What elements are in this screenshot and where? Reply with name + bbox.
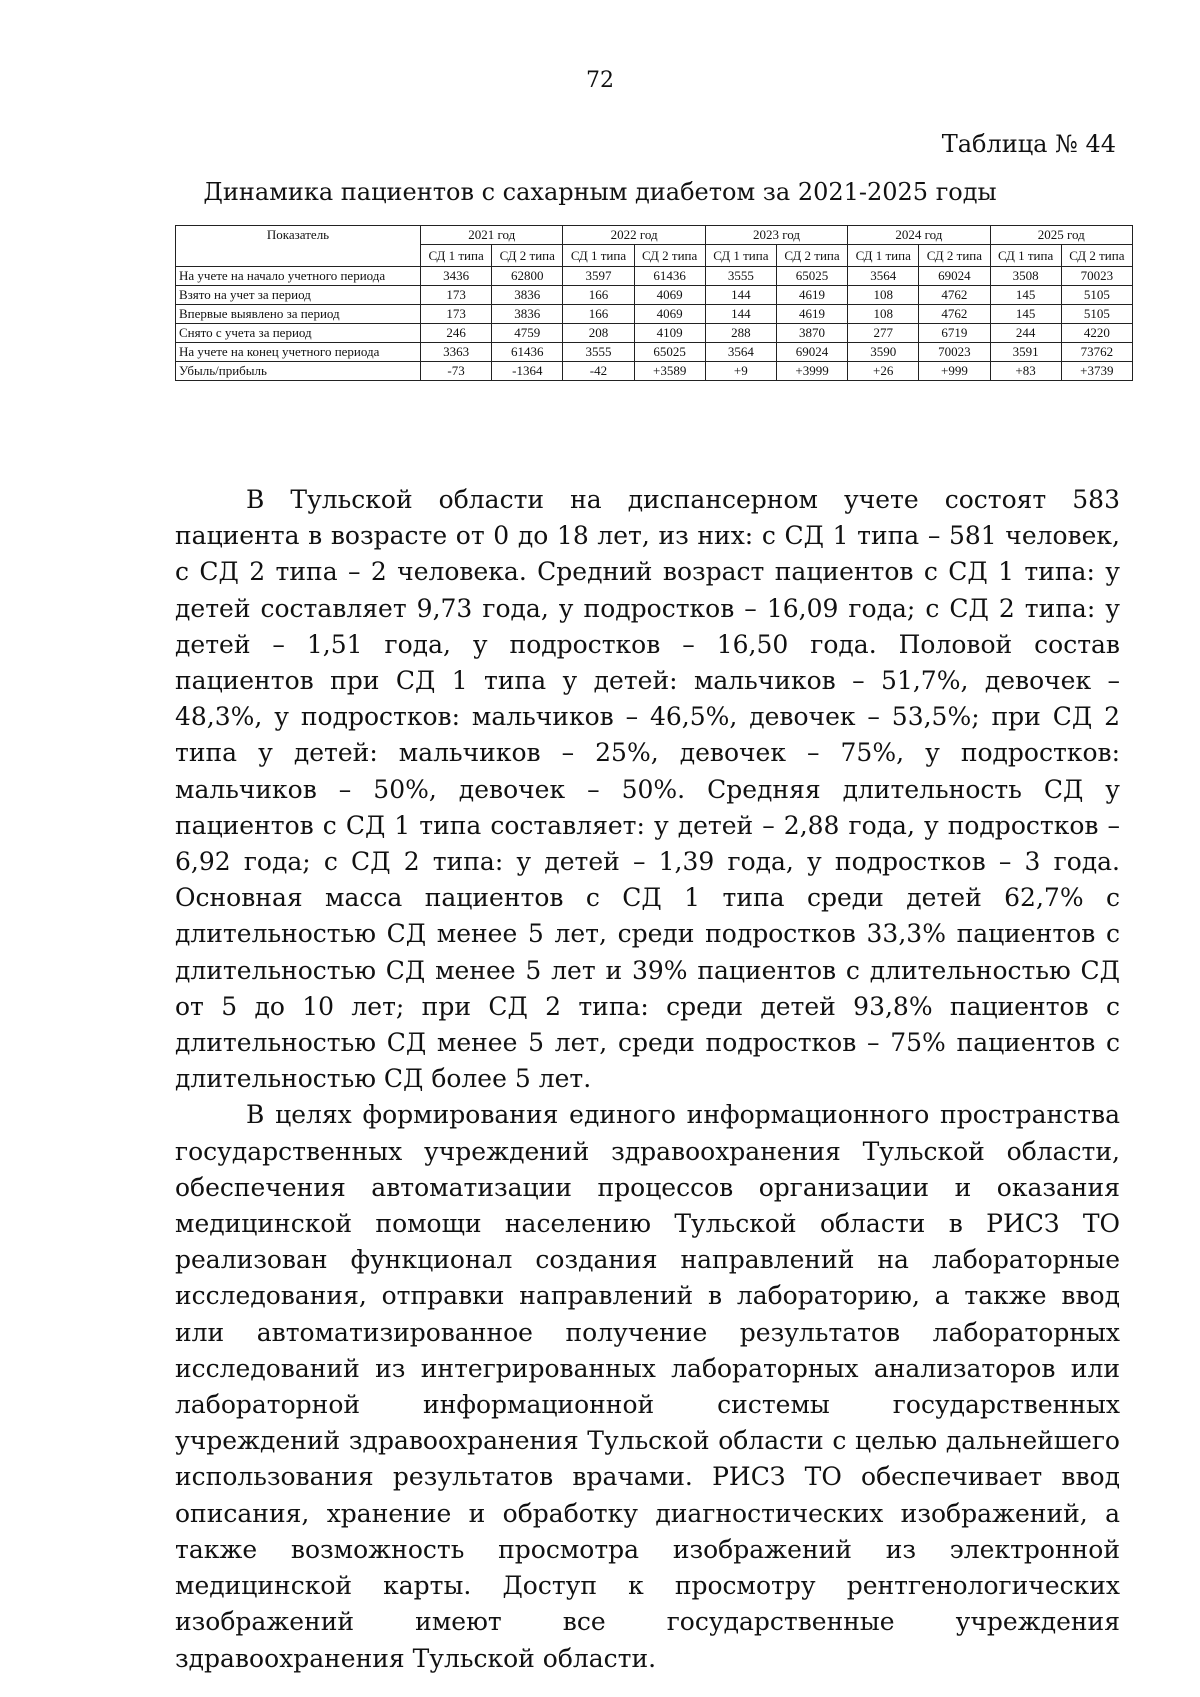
- table-cell: 70023: [919, 343, 990, 362]
- table-cell: 3555: [563, 343, 634, 362]
- type-header: СД 1 типа: [848, 245, 919, 267]
- table-row: [176, 324, 1133, 343]
- table-cell: 4069: [634, 286, 705, 305]
- table-cell: 3555: [705, 267, 776, 286]
- table-cell: 3836: [492, 305, 563, 324]
- row-label: Снято с учета за период: [176, 324, 421, 343]
- type-header: СД 1 типа: [990, 245, 1061, 267]
- year-header: 2021 год: [421, 226, 563, 245]
- table-body: [176, 267, 1133, 381]
- table-cell: 6719: [919, 324, 990, 343]
- table-cell: +3589: [634, 362, 705, 381]
- table-header: [176, 226, 1133, 267]
- paragraph: В Тульской области на диспансерном учете состоят 583 пациента в возрасте от 0 до 18 лет, из них: с СД 1 типа – 581 человек, с СД 2 типа – 2 человека. Средний возраст пациентов с СД 1 типа: у детей составляет 9,73 года, у подростков – 16,09 года; с СД 2 типа: у детей – 1,51 года, у подростков – 16,50 года. Половой состав пациентов при СД 1 типа у детей: мальчиков – 51,7%, девочек – 48,3%, у подростков: мальчиков – 46,5%, девочек – 53,5%; при СД 2 типа у детей: мальчиков – 25%, девочек – 75%, у подростков: мальчиков – 50%, девочек – 50%. Средняя длительность СД у пациентов с СД 1 типа составляет: у детей – 2,88 года, у подростков – 6,92 года; с СД 2 типа: у детей – 1,39 года, у подростков – 3 года. Основная масса пациентов с СД 1 типа среди детей 62,7% с длительностью СД менее 5 лет, среди подростков 33,3% пациентов с длительностью СД менее 5 лет и 39% пациентов с длительностью СД от 5 до 10 лет; при СД 2 типа: среди детей 93,8% пациентов с длительностью СД менее 5 лет, среди подростков – 75% пациентов с длительностью СД более 5 лет.: [175, 485, 1120, 1094]
- type-header: СД 2 типа: [776, 245, 847, 267]
- table-cell: +26: [848, 362, 919, 381]
- type-header: СД 1 типа: [421, 245, 492, 267]
- table-cell: 3508: [990, 267, 1061, 286]
- table-cell: -42: [563, 362, 634, 381]
- year-header: 2023 год: [705, 226, 847, 245]
- table-cell: 208: [563, 324, 634, 343]
- table-cell: 108: [848, 305, 919, 324]
- table-cell: 3836: [492, 286, 563, 305]
- table-cell: 69024: [776, 343, 847, 362]
- row-label: Впервые выявлено за период: [176, 305, 421, 324]
- table-cell: 173: [421, 286, 492, 305]
- table-cell: 4762: [919, 305, 990, 324]
- table-cell: 4220: [1061, 324, 1132, 343]
- table-cell: 3590: [848, 343, 919, 362]
- table-label: Таблица № 44: [941, 130, 1116, 158]
- table-title: Динамика пациентов с сахарным диабетом за 2021-2025 годы: [203, 178, 997, 206]
- type-header: СД 2 типа: [1061, 245, 1132, 267]
- table-row: [176, 286, 1133, 305]
- table-cell: 3591: [990, 343, 1061, 362]
- table-cell: 4069: [634, 305, 705, 324]
- table-cell: 5105: [1061, 286, 1132, 305]
- table-cell: +83: [990, 362, 1061, 381]
- table-cell: 144: [705, 286, 776, 305]
- indicator-header: Показатель: [176, 226, 421, 267]
- table-cell: 61436: [634, 267, 705, 286]
- table-cell: 288: [705, 324, 776, 343]
- table-cell: -73: [421, 362, 492, 381]
- row-label: Убыль/прибыль: [176, 362, 421, 381]
- table-cell: +9: [705, 362, 776, 381]
- table-row: [176, 362, 1133, 381]
- table-cell: 145: [990, 305, 1061, 324]
- table-cell: 173: [421, 305, 492, 324]
- type-header: СД 2 типа: [634, 245, 705, 267]
- year-header: 2024 год: [848, 226, 990, 245]
- table-cell: 73762: [1061, 343, 1132, 362]
- row-label: Взято на учет за период: [176, 286, 421, 305]
- table-cell: 145: [990, 286, 1061, 305]
- table-cell: +3999: [776, 362, 847, 381]
- table-cell: 4762: [919, 286, 990, 305]
- row-label: На учете на конец учетного периода: [176, 343, 421, 362]
- table-cell: 5105: [1061, 305, 1132, 324]
- body-text: [175, 482, 1120, 1677]
- table-cell: 246: [421, 324, 492, 343]
- table-cell: 4619: [776, 286, 847, 305]
- type-header: СД 2 типа: [919, 245, 990, 267]
- table-row: [176, 343, 1133, 362]
- table-cell: 3436: [421, 267, 492, 286]
- table-cell: 166: [563, 286, 634, 305]
- table-cell: 3564: [848, 267, 919, 286]
- table-cell: -1364: [492, 362, 563, 381]
- table-cell: 277: [848, 324, 919, 343]
- table-cell: 4619: [776, 305, 847, 324]
- table-cell: 4109: [634, 324, 705, 343]
- table-cell: 3363: [421, 343, 492, 362]
- paragraph: В целях формирования единого информационного пространства государственных учреждений здравоохранения Тульской области, обеспечения автоматизации процессов организации и оказания медицинской помощи населению Тульской области в РИСЗ ТО реализован функционал создания направлений на лабораторные исследования, отправки направлений в лабораторию, а также ввод или автоматизированное получение результатов лабораторных исследований из интегрированных лабораторных анализаторов или лабораторной информационной системы государственных учреждений здравоохранения Тульской области с целью дальнейшего использования результатов врачами. РИСЗ ТО обеспечивает ввод описания, хранение и обработку диагностических изображений, а также возможность просмотра изображений из электронной медицинской карты. Доступ к просмотру рентгенологических изображений имеют все государственные учреждения здравоохранения Тульской области.: [175, 1100, 1120, 1673]
- table-cell: 4759: [492, 324, 563, 343]
- table-cell: 69024: [919, 267, 990, 286]
- table-cell: +3739: [1061, 362, 1132, 381]
- table-cell: 65025: [776, 267, 847, 286]
- table-row: [176, 267, 1133, 286]
- row-label: На учете на начало учетного периода: [176, 267, 421, 286]
- year-header: 2025 год: [990, 226, 1133, 245]
- table-cell: 3870: [776, 324, 847, 343]
- type-header: СД 2 типа: [492, 245, 563, 267]
- table-cell: 166: [563, 305, 634, 324]
- table-cell: +999: [919, 362, 990, 381]
- type-header: СД 1 типа: [563, 245, 634, 267]
- table-cell: 61436: [492, 343, 563, 362]
- year-header-row: [176, 226, 1133, 245]
- table-cell: 62800: [492, 267, 563, 286]
- table-cell: 70023: [1061, 267, 1132, 286]
- year-header: 2022 год: [563, 226, 705, 245]
- type-header: СД 1 типа: [705, 245, 776, 267]
- table-row: [176, 305, 1133, 324]
- table-cell: 108: [848, 286, 919, 305]
- table-cell: 3564: [705, 343, 776, 362]
- table-cell: 65025: [634, 343, 705, 362]
- table-cell: 144: [705, 305, 776, 324]
- diabetes-dynamics-table: [175, 225, 1133, 381]
- table-cell: 3597: [563, 267, 634, 286]
- page-number: 72: [586, 68, 614, 93]
- table-cell: 244: [990, 324, 1061, 343]
